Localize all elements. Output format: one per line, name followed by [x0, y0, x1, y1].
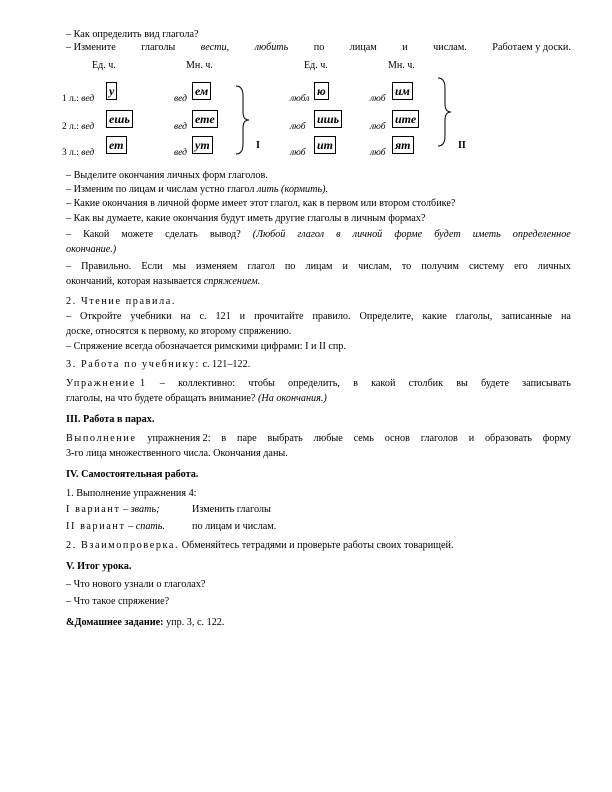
section-heading: III. Работа в парах. [66, 414, 155, 425]
col-header-plural-2: Мн. ч. [388, 60, 415, 71]
word: то [401, 261, 412, 272]
word: Выполнение [66, 433, 137, 444]
word: Откройте [80, 311, 122, 322]
word: форме [394, 229, 423, 240]
word: глаголы, [455, 311, 493, 322]
text-line: – Какие окончания в личной форме имеет этот глагол, как в первом или втором столбике? [66, 198, 456, 209]
text: 3. Работа по учебнику: [66, 359, 200, 370]
text: Изменить глаголы [192, 504, 271, 515]
word: какие [422, 311, 447, 322]
word: будет [434, 229, 461, 240]
word: форму [542, 433, 571, 444]
word: и [402, 42, 408, 53]
section-heading: 2. Чтение правила. [66, 296, 177, 307]
stem: вед [174, 148, 187, 158]
text-line: 1. Выполнение упражнения 4: [66, 488, 197, 499]
word: личной [352, 229, 383, 240]
word: в [336, 229, 341, 240]
word: любые [313, 433, 343, 444]
word: личных [537, 261, 571, 272]
person-label: 2 л.: [62, 122, 79, 132]
word: учебники [130, 311, 172, 322]
text-line [66, 378, 571, 390]
text-line: – Что такое спряжение? [66, 596, 170, 607]
person-label: 1 л.: [62, 94, 79, 104]
text-line: 3-го лица множественного числа. Окончания даны. [66, 448, 288, 459]
text-line [66, 276, 571, 288]
word: образовать [484, 433, 532, 444]
word: глагол [247, 261, 275, 272]
stem: вед [174, 122, 187, 132]
word: Если [141, 261, 163, 272]
text-line: доске, относятся к первому, ко второму спряжению. [66, 326, 292, 337]
word: правило. [312, 311, 351, 322]
word: изменяем [196, 261, 238, 272]
stem: люб [290, 122, 306, 132]
text: I вариант [66, 504, 121, 515]
word: – [66, 229, 72, 240]
intro-question-2 [66, 42, 571, 54]
text: 2. Взаимопроверка. [66, 540, 180, 551]
ending-box: ут [192, 136, 213, 154]
word: чтобы [248, 378, 275, 389]
text: Обменяйтесь тетрадями и проверьте работы своих товарищей. [179, 540, 454, 551]
word: семь [353, 433, 374, 444]
word: паре [237, 433, 257, 444]
homework-line [66, 617, 571, 629]
word: – [159, 378, 165, 389]
word: получим [421, 261, 459, 272]
conjugation-label-1: I [256, 140, 260, 151]
text: II вариант [66, 521, 126, 532]
text: упр. 3, с. 122. [163, 617, 225, 628]
word: Какой [83, 229, 110, 240]
word: вести, [200, 42, 230, 53]
text: звать; [130, 504, 160, 515]
text: спать. [135, 521, 165, 532]
stem: вед [174, 94, 187, 104]
word: будете [481, 378, 509, 389]
word: в [353, 378, 358, 389]
ending-box: ит [314, 136, 336, 154]
word: – Измените [66, 42, 116, 53]
word: по [284, 261, 296, 272]
stem: люб [370, 148, 386, 158]
ending-box: ете [192, 110, 218, 128]
ending-box: ите [392, 110, 419, 128]
term: спряжением. [203, 276, 261, 287]
stem: люб [290, 148, 306, 158]
stem: вед [81, 94, 95, 104]
word: по [313, 42, 325, 53]
stem: вед [81, 122, 95, 132]
stem: вед [81, 148, 95, 158]
ending-box: ишь [314, 110, 342, 128]
word: записывать [522, 378, 571, 389]
word: лицам [349, 42, 377, 53]
ending-box: ешь [106, 110, 133, 128]
text: – [125, 521, 136, 532]
word: глаголы [141, 42, 176, 53]
text-line: – Выделите окончания личных форм глаголов. [66, 170, 268, 181]
row-person-3 [62, 148, 94, 158]
word: можете [121, 229, 154, 240]
text-line [66, 433, 571, 445]
word: иметь [472, 229, 501, 240]
text-line [66, 393, 571, 405]
text: лить (кормить). [256, 184, 329, 195]
word: основ [384, 433, 410, 444]
word: и [468, 433, 475, 444]
ending-box: ет [106, 136, 127, 154]
word: и [239, 311, 246, 322]
col-header-plural: Мн. ч. [186, 60, 213, 71]
word: с. [199, 311, 207, 322]
word: коллективно: [178, 378, 236, 389]
text: – [120, 504, 131, 515]
ending-box: у [106, 82, 117, 100]
text-line [66, 229, 571, 241]
word: Определите, [359, 311, 414, 322]
section-heading: IV. Самостоятельная работа. [66, 469, 199, 480]
word: записанные [501, 311, 553, 322]
word: в [221, 433, 227, 444]
word: – [66, 311, 72, 322]
word: – [66, 261, 72, 272]
variant-1 [66, 504, 571, 516]
row-person-2 [62, 122, 94, 132]
text: (На окончания.) [258, 393, 327, 404]
word: числам, [358, 261, 392, 272]
section-heading: V. Итог урока. [66, 561, 132, 572]
stem: люб [370, 94, 386, 104]
word: 121 [215, 311, 231, 322]
word: глагол [297, 229, 325, 240]
word: вы [456, 378, 468, 389]
person-label: 3 л.: [62, 148, 79, 158]
ending-box: ю [314, 82, 329, 100]
col-header-singular: Ед. ч. [92, 60, 116, 71]
word: его [514, 261, 528, 272]
word: любить [254, 42, 289, 53]
text: – Изменим по лицам и числам устно глагол [66, 184, 257, 195]
word: мы [172, 261, 186, 272]
word: упражнения 2: [147, 433, 211, 444]
ending-box: им [392, 82, 413, 100]
stem: любл [290, 94, 310, 104]
text-line: – Спряжение всегда обозначается римскими цифрами: I и II спр. [66, 341, 347, 352]
word: определенное [512, 229, 571, 240]
text: по лицам и числам. [192, 521, 277, 532]
ending-box: ем [192, 82, 211, 100]
word: какой [371, 378, 396, 389]
section-heading [66, 359, 571, 371]
word: числам. [433, 42, 467, 53]
stem: люб [370, 122, 386, 132]
row-person-1 [62, 94, 94, 104]
word: систему [469, 261, 505, 272]
word: выбрать [267, 433, 303, 444]
word: глаголов [420, 433, 458, 444]
text-line [66, 540, 571, 552]
word: Упражнение 1 [66, 378, 147, 389]
word: сделать [165, 229, 198, 240]
text: глаголы, на что будете обращать внимание? [66, 393, 258, 404]
word: Работаем у доски. [492, 42, 571, 53]
text: &Домашнее задание: [66, 617, 164, 628]
text-line: окончание.) [66, 244, 117, 255]
text: с. 121–122. [199, 359, 251, 370]
word: прочитайте [254, 311, 304, 322]
ending-box: ят [392, 136, 414, 154]
text-line [66, 311, 571, 323]
col-header-singular-2: Ед. ч. [304, 60, 328, 71]
word: на [560, 311, 571, 322]
word: (Любой [252, 229, 286, 240]
right-brace-icon [234, 84, 252, 156]
text-line: – Как вы думаете, какие окончания будут иметь другие глаголы в личным формах? [66, 213, 426, 224]
variant-2 [66, 521, 571, 533]
text-line [66, 261, 571, 273]
word: лицам [305, 261, 333, 272]
word: определить, [288, 378, 340, 389]
word: на [180, 311, 191, 322]
text: окончаний, которая называется [66, 276, 204, 287]
right-brace-icon [436, 76, 454, 148]
word: Правильно. [81, 261, 132, 272]
text-line [66, 184, 571, 196]
intro-question-1: – Как определить вид глагола? [66, 29, 199, 40]
word: столбик [408, 378, 444, 389]
word: вывод? [209, 229, 241, 240]
conjugation-label-2: II [458, 140, 466, 151]
text-line: – Что нового узнали о глаголах? [66, 579, 206, 590]
word: и [342, 261, 348, 272]
